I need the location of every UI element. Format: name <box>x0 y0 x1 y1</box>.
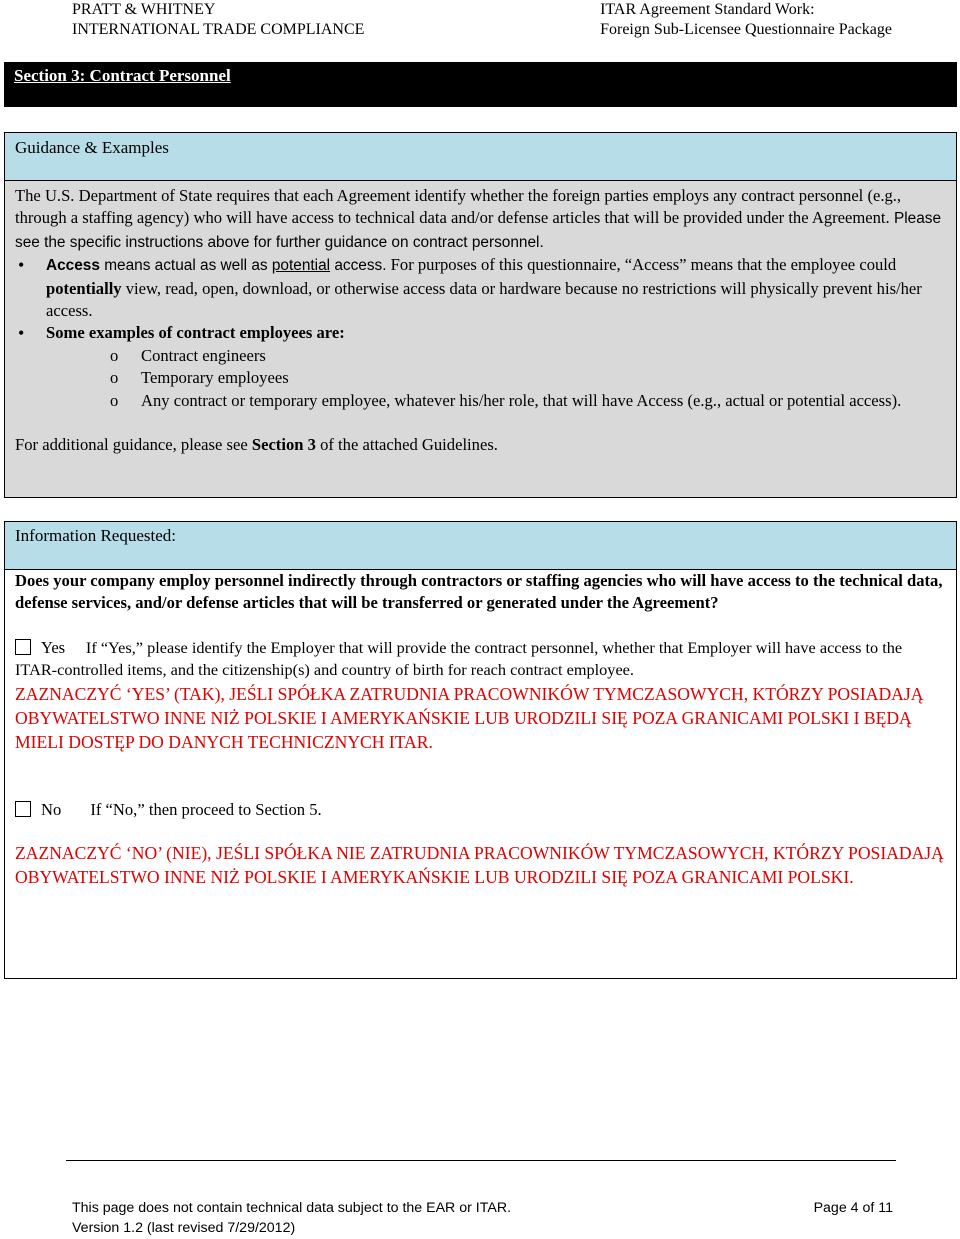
bullet-examples <box>15 322 944 412</box>
access-purpose-end: view, read, open, download, or otherwise access data or hardware because no restrictions will physically prevent his/her access. <box>46 278 922 321</box>
yes-checkbox[interactable] <box>15 639 31 655</box>
example-item: o Temporary employees <box>46 367 944 389</box>
guidance-ref-section: Section 3 <box>251 435 316 455</box>
access-def: means actual as well as <box>99 257 272 275</box>
info-body <box>15 570 944 889</box>
document-title: ITAR Agreement Standard Work: <box>600 1 815 18</box>
no-option <box>15 799 944 821</box>
footer-notice: This page does not contain technical data subject to the EAR or ITAR. <box>72 1200 512 1216</box>
company-name: PRATT & WHITNEY <box>72 1 216 18</box>
guidance-ref-end: of the attached Guidelines. <box>315 435 498 455</box>
no-note-polish: ZAZNACZYĆ ‘NO’ (NIE), JEŚLI SPÓŁKA NIE ZATRUDNIA PRACOWNIKÓW TYMCZASOWYCH, KTÓRZY POSIADAJĄ OBYWATELSTWO INNE NIŻ POLSKIE I AMERYKAŃSKIE LUB URODZILI SIĘ POZA GRANICAMI POLSKI. <box>15 843 944 888</box>
footer-page-number: Page 4 of 11 <box>813 1200 893 1216</box>
section-title: Section 3: Contract Personnel <box>14 66 231 85</box>
guidance-ref-text: For additional guidance, please see <box>15 435 252 455</box>
no-checkbox[interactable] <box>15 801 31 817</box>
info-box <box>4 521 957 979</box>
header-left <box>72 0 364 40</box>
intro-instructions: Please see the specific instructions above for further guidance on contract personnel. <box>15 210 942 251</box>
footer-version: Version 1.2 (last revised 7/29/2012) <box>72 1220 296 1236</box>
access-purpose: For purposes of this questionnaire, “Access” means that the employee could <box>386 255 897 275</box>
guidance-box <box>4 132 957 498</box>
document-subtitle: Foreign Sub-Licensee Questionnaire Package <box>600 21 892 38</box>
potentially-term: potentially <box>46 278 122 298</box>
yes-instructions: If “Yes,” please identify the Employer that will provide the contract personnel, whether that Employer will have access to the ITAR-controlled items, and the citizenship(s) and country of birth for reach contract employee. <box>15 637 903 680</box>
example-item: o Any contract or temporary employee, whatever his/her role, that will have Access (e.g., actual or potential access). <box>46 390 944 412</box>
additional-guidance <box>15 434 944 456</box>
department-name: INTERNATIONAL TRADE COMPLIANCE <box>72 21 365 38</box>
info-question: Does your company employ personnel indirectly through contractors or staffing agencies who will have access to the technical data, defense services, and/or defense articles that will be transferred or generated under the Agreement? <box>15 571 943 613</box>
no-label: No <box>41 799 62 819</box>
guidance-heading: Guidance & Examples <box>5 133 956 181</box>
header-right <box>600 0 892 40</box>
section-bar <box>4 62 957 107</box>
intro-text: The U.S. Department of State requires that each Agreement identify whether the foreign parties employs any contract personnel (e.g., through a staffing agency) who will have access to technical data and/or defense articles that will be provided under the Agreement. <box>15 186 902 228</box>
no-instructions: If “No,” then proceed to Section 5. <box>90 799 322 819</box>
yes-note-polish: ZAZNACZYĆ ‘YES’ (TAK), JEŚLI SPÓŁKA ZATRUDNIA PRACOWNIKÓW TYMCZASOWYCH, KTÓRZY POSIADAJĄ OBYWATELSTWO INNE NIŻ POLSKIE I AMERYKAŃSKIE LUB URODZILI SIĘ POZA GRANICAMI POLSKI I BĘDĄ MIELI DOSTĘP DO DANYCH TECHNICZNYCH ITAR. <box>15 683 924 752</box>
yes-option <box>15 637 944 682</box>
example-item: o Contract engineers <box>46 345 944 367</box>
footer-divider <box>66 1160 896 1161</box>
access-term: Access <box>46 257 100 275</box>
guidance-intro <box>15 185 944 254</box>
potential-term: potential <box>271 257 331 275</box>
guidance-bullets <box>15 254 944 412</box>
info-heading: Information Requested: <box>5 522 956 570</box>
access-def-end: access. <box>330 257 387 275</box>
bullet-access-definition <box>15 254 944 322</box>
examples-heading: Some examples of contract employees are: <box>46 323 345 343</box>
yes-label: Yes <box>41 637 66 657</box>
guidance-body <box>15 185 944 456</box>
examples-list <box>46 345 944 412</box>
